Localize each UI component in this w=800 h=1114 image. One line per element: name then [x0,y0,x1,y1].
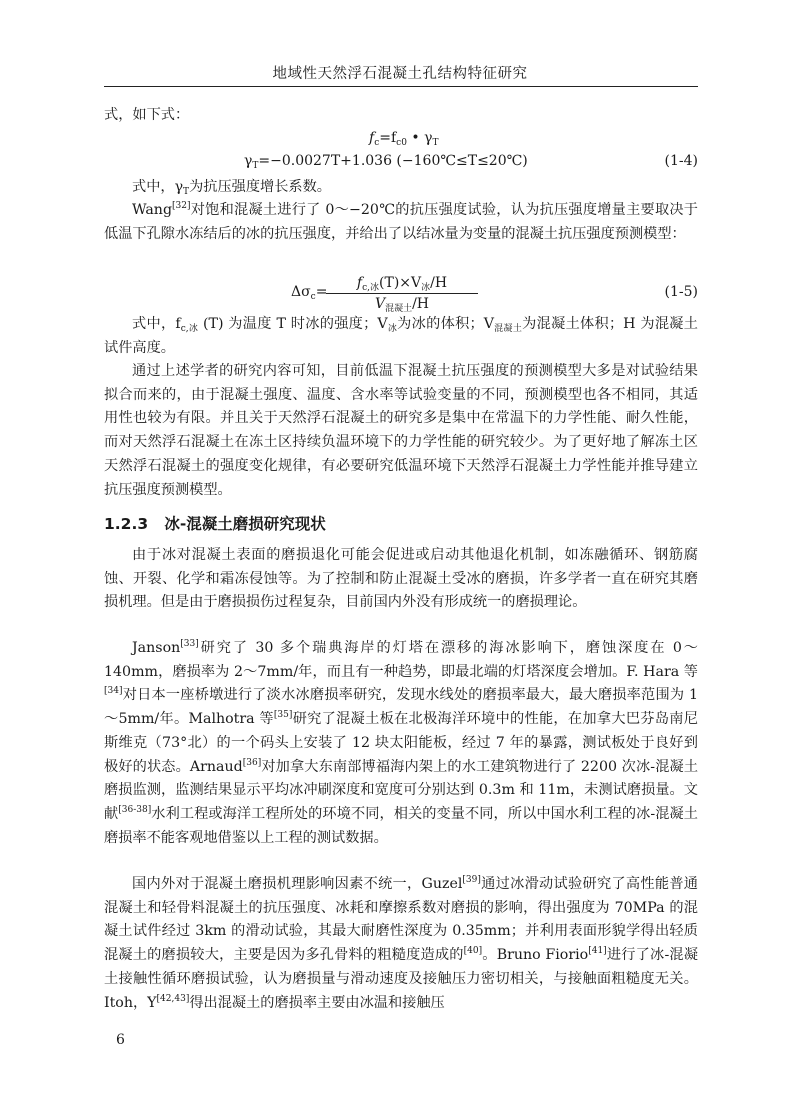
equation-1-5-lhs: $\Delta\sigma_c=$ [291,284,328,302]
paragraph-wang: Wang[32]对饱和混凝土进行了 0～−20℃的抗压强度试验，认为抗压强度增量主要取决于低温下孔隙水冻结后的冰的抗压强度，并给出了以结冰量为变量的混凝土抗压强度预测模型： [104,201,698,242]
fraction-numerator: $f_{c,冰}(T)\times V_冰/H$ [326,274,478,294]
page-number: 6 [116,1032,125,1048]
section-heading: 1.2.3 冰-混凝土磨损研究现状 [104,515,326,533]
paragraph-janson: Janson[33]研究了 30 多个瑞典海岸的灯塔在漂移的海冰影响下，磨蚀深度在 0～140mm，磨损率为 2～7mm/年，而且有一种趋势，即最北端的灯塔深度会增加。F. Hara 等[34]对日本一座桥墩进行了淡水冰磨损率研究，发现水线处的磨损率最大，最大磨损率范围为 1～5mm/年。Malhotra 等[35]研究了混凝土板在北极海洋环境中的性能，在加拿大巴芬岛南尼斯维克（73°北）的一个码头上安装了 12 块太阳能板，经过 7 年的暴露，测试板处于良好到极好的状态。Arnaud[36]对加拿大东南部博福海内架上的水工建筑物进行了 2200 次冰-混凝土磨损监测，监测结果显示平均冰冲刷深度和宽度可分别达到 0.3m 和 11m，未测试磨损量。文献[36-38]水利工程或海洋工程所处的环境不同，相关的变量不同，所以中国水利工程的冰-混凝土磨损率不能客观地借鉴以上工程的测试数据。 [104,639,699,846]
equation-1-4: $\gamma_T=-0.0027T+1.036$ (−160℃≤T≤20℃) [244,153,528,171]
where-gamma: 式中，$\gamma_T$为抗压强度增长系数。 [132,179,331,197]
running-header: 地域性天然浮石混凝土孔结构特征研究 [272,66,528,82]
equation-1-5-fraction [326,274,478,314]
paragraph-summary: 通过上述学者的研究内容可知，目前低温下混凝土抗压强度的预测模型大多是对试验结果拟合而来的，由于混凝土强度、温度、含水率等试验变量的不同，预测模型也各不相同，其适用性也较为有限。并且关于天然浮石混凝土的研究多是集中在常温下的力学性能、耐久性能，而对天然浮石混凝土在冻土区持续负温环境下的力学性能的研究较少。为了更好地了解冻土区天然浮石混凝土的强度变化规律，有必要研究低温环境下天然浮石混凝土力学性能并推导建立抗压强度预测模型。 [104,363,698,498]
fraction-denominator: $V_{混凝土}/H$ [374,296,430,314]
paragraph-ice-abrasion: 由于冰对混凝土表面的磨损退化可能会促进或启动其他退化机制，如冻融循环、钢筋腐蚀、开裂、化学和霜冻侵蚀等。为了控制和防止混凝土受冰的磨损，许多学者一直在研究其磨损机理。但是由于磨损损伤过程复杂，目前国内外没有形成统一的磨损理论。 [104,547,698,611]
header-rule [104,86,698,87]
intro-text: 式，如下式： [104,107,190,123]
equation-number-1-4: (1-4) [664,153,698,169]
equation-number-1-5: (1-5) [664,284,698,300]
equation-fc: $f_c=f_{c0}$ • $\gamma_T$ [369,130,439,148]
where-ice-strength: 式中，$f_{c,冰}$ (T) 为温度 T 时冰的强度；$V_冰$为冰的体积；$V_{混凝土}$为混凝土体积；H 为混凝土试件高度。 [104,316,698,356]
paragraph-guzel: 国内外对于混凝土磨损机理影响因素不统一，Guzel[39]通过冰滑动试验研究了高性能普通混凝土和轻骨料混凝土的抗压强度、冰耗和摩擦系数对磨损的影响，得出强度为 70MPa 的混凝土试件经过 3km 的滑动试验，其最大耐磨性深度为 0.35mm；并利用表面形貌学得出轻质混凝土的磨损较大，主要是因为多孔骨料的粗糙度造成的[40]。Bruno Fiorio[41]进行了冰-混凝土接触性循环磨损试验，认为磨损量与滑动速度及接触压力密切相关，与接触面粗糙度无关。Itoh，Y[42,43]得出混凝土的磨损率主要由冰温和接触压 [104,875,699,1011]
